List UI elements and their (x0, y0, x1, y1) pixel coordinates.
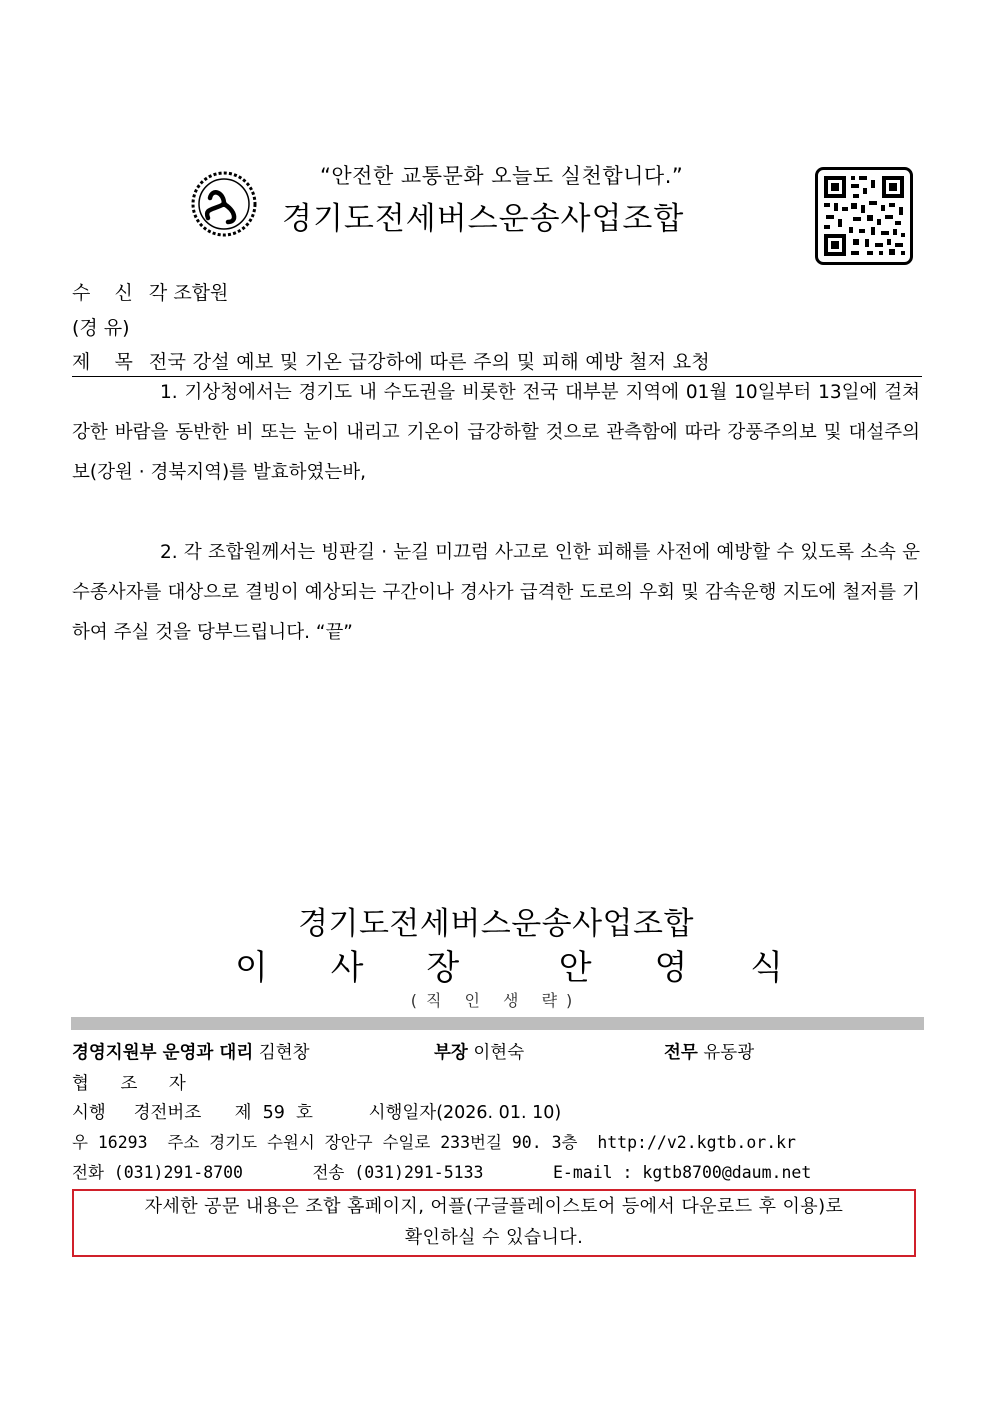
approval-manager-role: 부장 (434, 1043, 468, 1063)
body-paragraph-1: 1. 기상청에서는 경기도 내 수도권을 비롯한 전국 대부분 지역에 01월 10일부터 13일에 걸쳐 강한 바람을 동반한 비 또는 눈이 내리고 기온이 급강하할 것으로 관측함에 따라 강풍주의보 및 대설주의보(강원 · 경북지역)를 발효하였는바, (72, 382, 920, 483)
recipient-label: 수 신 (72, 282, 133, 304)
approval-director (664, 1039, 754, 1064)
seal-omitted-note: (직 인 생 략) (410, 991, 582, 1010)
qr-code-icon[interactable] (815, 167, 913, 265)
approval-director-role: 전무 (664, 1043, 698, 1063)
recipient-value: 각 조합원 (148, 282, 229, 304)
body-paragraph-2: 2. 각 조합원께서는 빙판길 · 눈길 미끄럼 사고로 인한 피해를 사전에 예방할 수 있도록 소속 운수종사자를 대상으로 결빙이 예상되는 구간이나 경사가 급격한 도로의 우회 및 감속운행 지도에 철저를 기하여 주실 것을 당부드립니다. “끝” (72, 542, 920, 643)
subject-label: 제 목 (72, 351, 133, 373)
via-label: (경 유) (72, 317, 130, 339)
notice-line-1: 자세한 공문 내용은 조합 홈페이지, 어플(구글플레이스토어 등에서 다운로드 후 이용)로 (144, 1196, 844, 1217)
approval-drafter-name: 김현창 (258, 1043, 310, 1063)
footer-divider (71, 1017, 924, 1030)
approval-director-name: 유동광 (703, 1043, 755, 1063)
approval-manager (434, 1039, 524, 1064)
notice-box (72, 1189, 916, 1257)
notice-line-2: 확인하실 수 있습니다. (404, 1227, 584, 1248)
approval-drafter-role: 경영지원부 운영과 대리 (72, 1043, 254, 1063)
signature-org-name: 경기도전세버스운송사업조합 (298, 906, 694, 942)
union-emblem-icon (190, 170, 258, 238)
letterhead-org-name: 경기도전세버스운송사업조합 (282, 201, 685, 237)
contact-line: 전화 (031)291-8700 전송 (031)291-5133 E-mail : kgtb8700@daum.net (72, 1163, 812, 1182)
approval-drafter (72, 1039, 310, 1064)
address-line: 우 16293 주소 경기도 수원시 장안구 수일로 233번길 90. 3층 http://v2.kgtb.or.kr (72, 1133, 796, 1152)
enforcement-line: 시행 경전버조 제 59 호 시행일자(2026. 01. 10) (72, 1103, 562, 1123)
slogan: “안전한 교통문화 오늘도 실천합니다.” (320, 164, 684, 188)
cooperator-label: 협 조 자 (72, 1074, 199, 1094)
signature-title-name: 이 사 장 안 영 식 (235, 948, 809, 988)
approval-manager-name: 이현숙 (473, 1043, 525, 1063)
subject-value: 전국 강설 예보 및 기온 급강하에 따른 주의 및 피해 예방 철저 요청 (148, 351, 711, 373)
recipient-row (72, 278, 228, 305)
